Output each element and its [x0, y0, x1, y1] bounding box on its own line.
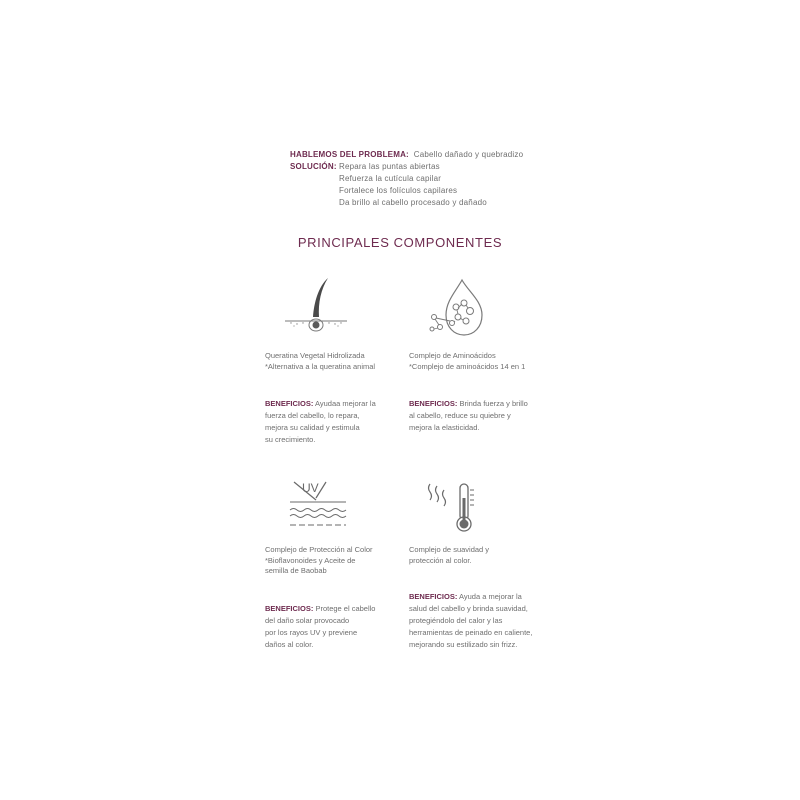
component-desc [409, 351, 525, 372]
amino-acid-drop-icon [428, 277, 494, 339]
benefit-line: mejora su calidad y estimula [265, 423, 360, 432]
component-desc [409, 545, 489, 566]
problem-label: HABLEMOS DEL PROBLEMA: [290, 150, 409, 159]
benefit-line: protegiéndolo del calor y las [409, 616, 503, 625]
benefit-line: del daño solar provocado [265, 616, 350, 625]
desc-line: Complejo de suavidad y [409, 545, 490, 554]
desc-line: *Bioflavonoides y Aceite de [265, 555, 356, 565]
benefit-line: Protege el cabello [315, 604, 376, 613]
benefit-line: su crecimiento. [265, 435, 316, 444]
benefit-line: salud del cabello y brinda suavidad, [409, 604, 528, 613]
benefit-line: mejora la elasticidad. [409, 423, 480, 432]
benefit-line: Brinda fuerza y brillo [459, 399, 528, 408]
benefit-line: mejorando su estilizado sin frizz. [409, 640, 518, 649]
solution-row [290, 161, 523, 207]
desc-line: Complejo de Aminoácidos [409, 351, 496, 360]
benefit-line: herramientas de peinado en caliente, [409, 628, 533, 637]
benefit-line: Ayudaa mejorar la [315, 399, 376, 408]
problem-section [290, 149, 524, 207]
desc-line: semilla de Baobab [265, 566, 327, 575]
component-benefit [409, 398, 528, 434]
hair-follicle-icon [283, 275, 349, 337]
benefit-line: por los rayos UV y previene [265, 628, 358, 637]
solution-label: SOLUCIÓN: [290, 162, 337, 171]
solution-item: Fortalece los folículos capilares [339, 186, 458, 195]
benefit-line: Ayuda a mejorar la [459, 592, 522, 601]
solution-item: Refuerza la cutícula capilar [339, 174, 442, 183]
desc-line: protección al color. [409, 555, 472, 565]
uv-protection-icon [286, 476, 352, 532]
component-desc [265, 351, 375, 372]
component-desc [265, 545, 373, 577]
benefit-label: BENEFICIOS: [265, 604, 314, 613]
benefit-label: BENEFICIOS: [265, 399, 314, 408]
component-benefit [265, 398, 376, 446]
desc-line: *Complejo de aminoácidos 14 en 1 [409, 361, 526, 371]
component-benefit [409, 591, 532, 651]
benefit-label: BENEFICIOS: [409, 399, 458, 408]
problem-row [290, 149, 523, 161]
desc-line: Queratina Vegetal Hidrolizada [265, 351, 365, 360]
benefit-line: fuerza del cabello, lo repara, [265, 411, 360, 420]
problem-text: Cabello dañado y quebradizo [413, 150, 524, 159]
solution-item: Repara las puntas abiertas [339, 162, 440, 171]
section-title: PRINCIPALES COMPONENTES [297, 235, 503, 250]
heat-thermometer-icon [424, 480, 484, 534]
benefit-label: BENEFICIOS: [409, 592, 458, 601]
solution-item: Da brillo al cabello procesado y dañado [339, 198, 487, 207]
solution-list [339, 161, 487, 209]
component-benefit [265, 603, 375, 651]
desc-line: Complejo de Protección al Color [265, 545, 373, 554]
benefit-line: al cabello, reduce su quiebre y [409, 411, 511, 420]
desc-line: *Alternativa a la queratina animal [265, 361, 376, 371]
uv-label: UV [302, 481, 319, 495]
benefit-line: daños al color. [265, 640, 314, 649]
